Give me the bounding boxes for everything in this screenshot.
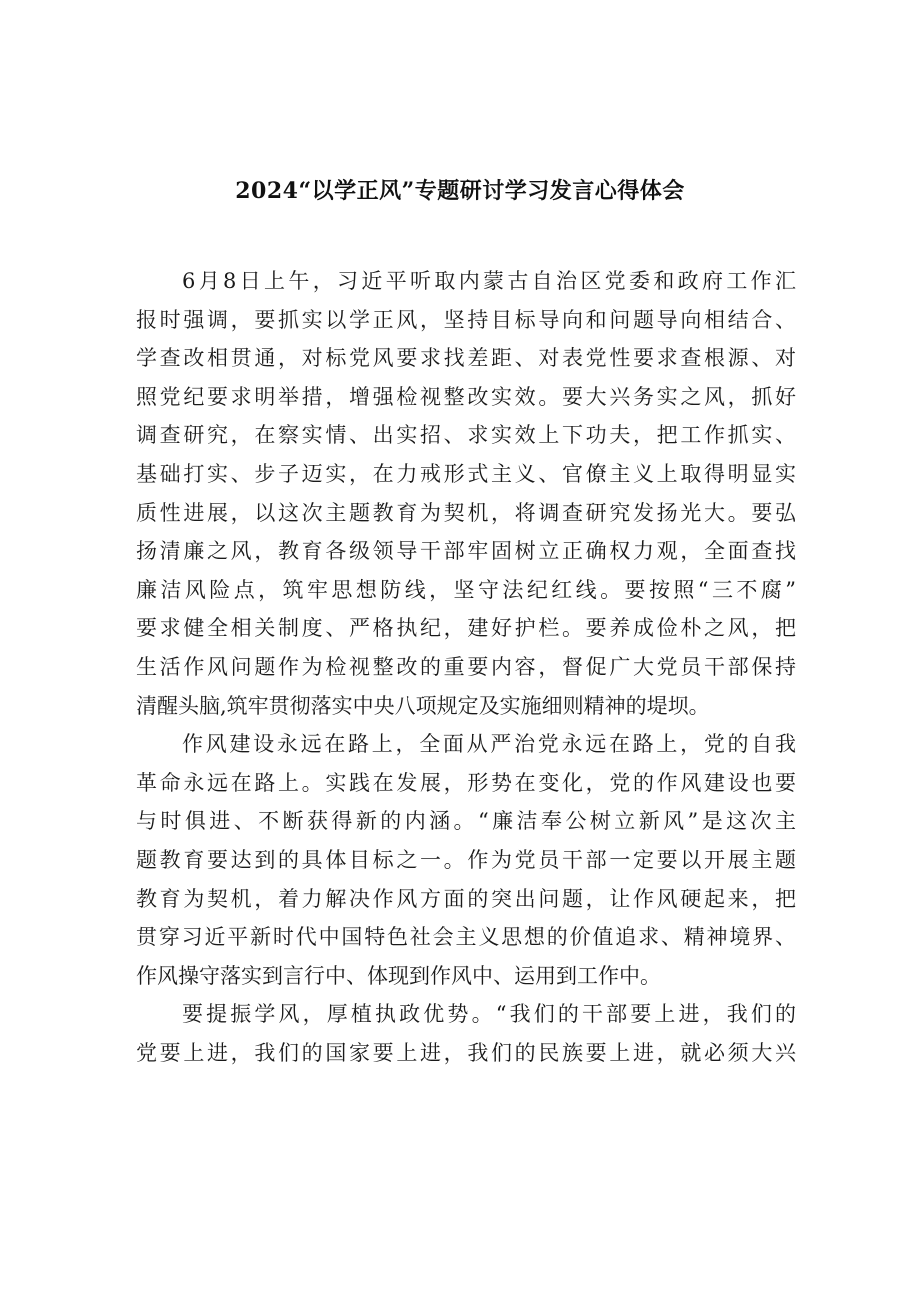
text-line: 基础打实、步子迈实，在力戒形式主义、官僚主义上取得明显实: [136, 461, 796, 486]
text-line: 与时俱进、不断获得新的内涵。“廉洁奉公树立新风”是这次主: [136, 809, 796, 834]
text-line: 学查改相贯通，对标党风要求找差距、对表党性要求查根源、对: [136, 346, 796, 371]
text-line: 廉洁风险点，筑牢思想防线，坚守法纪红线。要按照“三不腐”: [136, 577, 796, 602]
text-line: 革命永远在路上。实践在发展，形势在变化，党的作风建设也要: [136, 770, 796, 795]
document-title: 2024“以学正风”专题研讨学习发言心得体会: [235, 178, 685, 204]
text-line: 要求健全相关制度、严格执纪，建好护栏。要养成俭朴之风，把: [136, 616, 796, 641]
text-line: 质性进展，以这次主题教育为契机，将调查研究发扬光大。要弘: [136, 500, 796, 525]
text-line: 作风建设永远在路上，全面从严治党永远在路上，党的自我: [182, 732, 796, 757]
text-line: 清醒头脑,筑牢贯彻落实中央八项规定及实施细则精神的堤坝。: [136, 693, 710, 718]
text-line: 教育为契机，着力解决作风方面的突出问题，让作风硬起来，把: [136, 886, 796, 911]
text-line: 扬清廉之风，教育各级领导干部牢固树立正确权力观，全面查找: [136, 539, 796, 564]
document-body: [136, 262, 796, 1072]
text-line: 贯穿习近平新时代中国特色社会主义思想的价值追求、精神境界、: [136, 925, 796, 950]
text-line: 调查研究，在察实情、出实招、求实效上下功夫，把工作抓实、: [136, 423, 796, 448]
text-line: 照党纪要求明举措，增强检视整改实效。要大兴务实之风，抓好: [136, 384, 796, 409]
text-line: 作风操守落实到言行中、体现到作风中、运用到工作中。: [136, 963, 661, 988]
text-line: 题教育要达到的具体目标之一。作为党员干部一定要以开展主题: [136, 847, 796, 872]
text-line: 党要上进，我们的国家要上进，我们的民族要上进，就必须大兴: [136, 1040, 796, 1065]
text-line: 报时强调，要抓实以学正风，坚持目标导向和问题导向相结合、: [136, 307, 796, 332]
text-line: 6月8日上午，习近平听取内蒙古自治区党委和政府工作汇: [182, 269, 796, 293]
text-line: 要提振学风，厚植执政优势。“我们的干部要上进，我们的: [182, 1002, 796, 1027]
text-line: 生活作风问题作为检视整改的重要内容，督促广大党员干部保持: [136, 654, 796, 679]
